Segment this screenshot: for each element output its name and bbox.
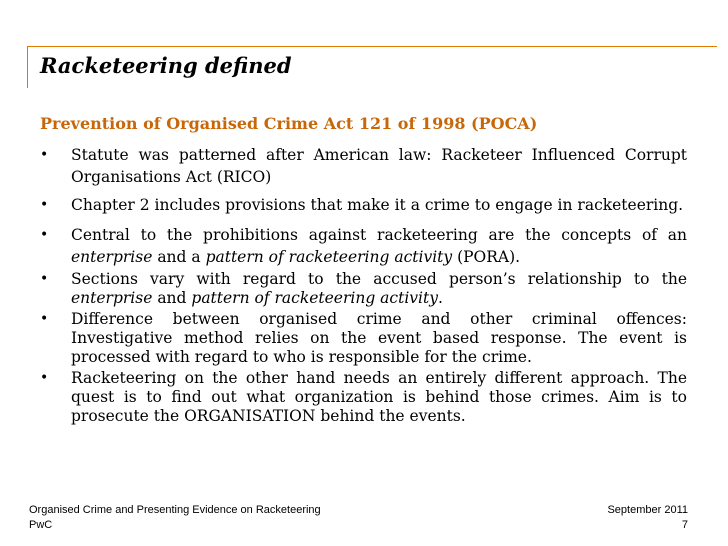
bullet-item: [40, 224, 687, 268]
bullet-text-part: (PORA).: [452, 248, 521, 266]
bullet-icon: •: [40, 147, 49, 163]
bullet-icon: •: [40, 271, 49, 287]
header-rule: [27, 46, 717, 47]
footer-company: PwC: [29, 519, 53, 531]
bullet-text-emphasis: enterprise: [71, 289, 153, 307]
bullet-text-emphasis: pattern of racketeering activity: [205, 248, 453, 266]
bullet-icon: •: [40, 311, 49, 327]
footer-left: [29, 503, 321, 533]
bullet-text-part: Sections vary with regard to the accused person’s relationship to the: [71, 270, 687, 288]
bullet-list: [40, 144, 687, 426]
bullet-text-part: .: [437, 289, 443, 307]
bullet-text: [71, 226, 687, 266]
bullet-text: Racketeering on the other hand needs an entirely different approach. The quest is to find out what organization is behind those crimes. Aim is to prosecute the ORGANISATION behind the events.: [71, 369, 687, 425]
bullet-text-emphasis: enterprise: [71, 248, 153, 266]
bullet-icon: •: [40, 370, 49, 386]
bullet-item: [40, 194, 687, 216]
bullet-item: [40, 144, 687, 188]
bullet-item: [40, 270, 687, 308]
bullet-text: [71, 270, 687, 307]
bullet-text: Difference between organised crime and other criminal offences: Investigative method relies on the event based response. The event is processed with regard to who is responsible for the crime.: [71, 310, 687, 366]
bullet-item: [40, 310, 687, 367]
bullet-text-emphasis: pattern of racketeering activity: [191, 289, 438, 307]
bullet-item: [40, 369, 687, 426]
page-number: 7: [681, 519, 688, 531]
bullet-text-part: and: [152, 289, 192, 307]
header-rule-vertical: [27, 46, 28, 88]
bullet-text: Chapter 2 includes provisions that make it a crime to engage in racketeering.: [71, 196, 684, 214]
footer-date: September 2011: [607, 504, 688, 516]
footer-right: [607, 503, 688, 533]
footer-presentation-title: Organised Crime and Presenting Evidence on Racketeering: [29, 504, 321, 516]
bullet-text-part: Central to the prohibitions against racketeering are the concepts of an: [71, 226, 687, 244]
slide-subtitle: Prevention of Organised Crime Act 121 of 1998 (POCA): [40, 114, 538, 133]
slide-title: Racketeering defined: [40, 53, 292, 78]
bullet-text-part: and a: [152, 248, 206, 266]
bullet-text: Statute was patterned after American law: Racketeer Influenced Corrupt Organisations Act (RICO): [71, 146, 687, 186]
bullet-icon: •: [40, 227, 49, 243]
bullet-icon: •: [40, 197, 49, 213]
